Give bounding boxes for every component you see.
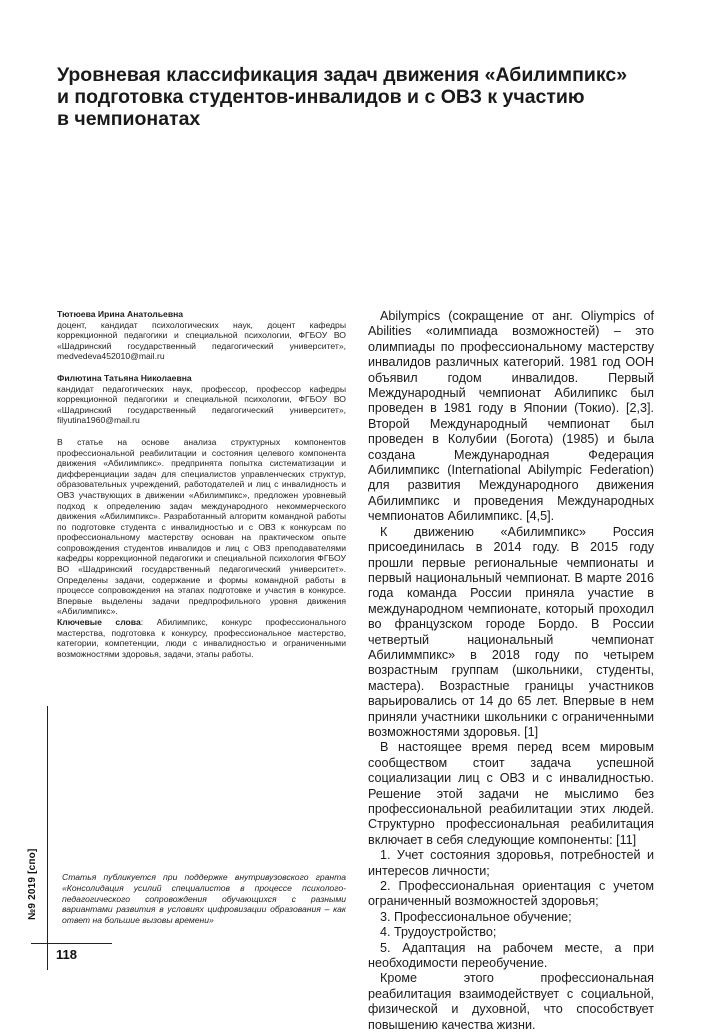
issue-label: №9 2019 [спо] [27, 848, 38, 920]
author-affiliation: кандидат педагогических наук, профессор, профессор кафедры коррекционной педагогики и специальной психологии, ФГБОУ ВО «Шадринский государственный педагогический университет», filyutina1960@mail.ru [57, 383, 346, 426]
title-line: и подготовка студентов-инвалидов и с ОВЗ к участию [57, 86, 585, 108]
body-paragraph: Кроме этого профессиональная реабилитация взаимодействует с социальной, физической и духовной, что способствует повышению качества жизни. [368, 971, 654, 1032]
keywords [57, 617, 346, 659]
keywords-label: Ключевые слова [57, 617, 141, 628]
list-item: 4. Трудоустройство; [380, 925, 497, 940]
keywords-text: : Абилимпикс, конкурс профессионального мастерства, подготовка к конкурсу, профессиональное мастерство, категории, компетенции, люди с инвалидностью и ограниченными возможностями здоровья, задачи, этапы работы. [57, 617, 346, 659]
margin-divider-horizontal [31, 943, 112, 944]
article-title [57, 64, 657, 130]
author-block [57, 373, 346, 426]
list-item: 1. Учет состояния здоровья, потребностей и интересов личности; [368, 848, 654, 878]
page-number: 118 [56, 947, 77, 962]
left-column [57, 309, 346, 659]
list-item: 5. Адаптация на рабочем месте, а при необходимости переобучение. [368, 940, 654, 971]
body-paragraph: К движению «Абилимпикс» Россия присоединилась в 2014 году. В 2015 году прошли первые региональные чемпионаты и первый национальный чемпионат. В марте 2016 года команда России приняла участие в международном чемпионате, который проходил во французском городе Бордо. В России четвертый национальный чемпионат Абилиммпикс» в 2018 году по четырем возрастным группам (школьники, студенты, мастера). Возрастные границы участников варьировались от 14 до 65 лет. Впервые в нем приняли участники школьники с ограниченными возможностями здоровья. [1] [368, 524, 654, 739]
body-paragraph: Abilympics (сокращение от анг. Oliympics of Abilities «олимпиада возможностей) – это олимпиады по профессиональному мастерству инвалидов различных категорий. 1981 год ООН объявил годом инвалидов. Первый Международный чемпионат Абилипикс был проведен в 1981 году в Японии (Токио). [2,3]. Второй Международный чемпионат был проведен в Колубии (Богота) (1985) и была создана Международная Федерация Абилимпикс (International Abilympic Federation) для развития Международного движения Абилимпикс и проведения Международных чемпионатов Абилимпикс. [4,5]. [368, 309, 654, 524]
list-item: 2. Профессиональная ориентация с учетом ограниченный возможностей здоровья; [368, 879, 654, 909]
abstract: В статье на основе анализа структурных компонентов профессиональной реабилитации и состояния целевого компонента движения «Абилимпикс». предпринята попытка систематизации и дифференциации задач для специалистов управленческих структур, образовательных учреждений, работодателей и лиц с инвалидность и ОВЗ участвующих в движении «Абилимпикс», предложен уровневый подход к определению задач международного некоммерческого движения «Абилимпикс». Разработанный алгоритм командной работы по подготовке студента с инвалидностью и с ОВЗ к конкурсам по профессиональному мастерству основан на практическом опыте сопровождения студентов инвалидов и лиц с ОВЗ преподавателями кафедры коррекционной педагогики и специальной психология ФГБОУ ВО «Шадринский государственный педагогический университет». Определены задачи, содержание и формы командной работы в процессе сопровождения на этапах подготовке и участия в конкурсе. Впервые выделены задачи предпрофильного уровня движения «Абилимпикс». [57, 436, 346, 617]
author-affiliation: доцент, кандидат психологических наук, доцент кафедры коррекционной педагогики и специальной психологии, ФГБОУ ВО «Шадринский государственный педагогический университет», medvedeva452010@mail.ru [57, 319, 346, 362]
title-line: в чемпионатах [57, 108, 201, 130]
author-name: Филютина Татьяна Николаевна [57, 372, 192, 383]
grant-note: Статья публикуется при поддержке внутривузовского гранта «Консолидация усилий специалистов в процессе психолого-педагогического сопровождения обучающихся с разными вариантами развития в условиях цифровизации образования – как ответ на большие вызовы времени» [62, 872, 346, 926]
margin-divider-vertical [47, 706, 48, 970]
author-name: Тютюева Ирина Анатольевна [57, 309, 184, 319]
title-line: Уровневая классификация задач движения «Абилимпикс» [57, 64, 628, 86]
list-item: 3. Профессиональное обучение; [380, 909, 572, 924]
author-block [57, 309, 346, 362]
body-paragraph: В настоящее время перед всем мировым сообществом стоит задача успешной социализации лиц с ОВЗ и с инвалидностью. Решение этой задачи не мыслимо без профессиональной реабилитации этих людей. Структурно профессиональная реабилитация включает в себя следующие компоненты: [11] [368, 740, 654, 847]
body-column [368, 309, 654, 1033]
